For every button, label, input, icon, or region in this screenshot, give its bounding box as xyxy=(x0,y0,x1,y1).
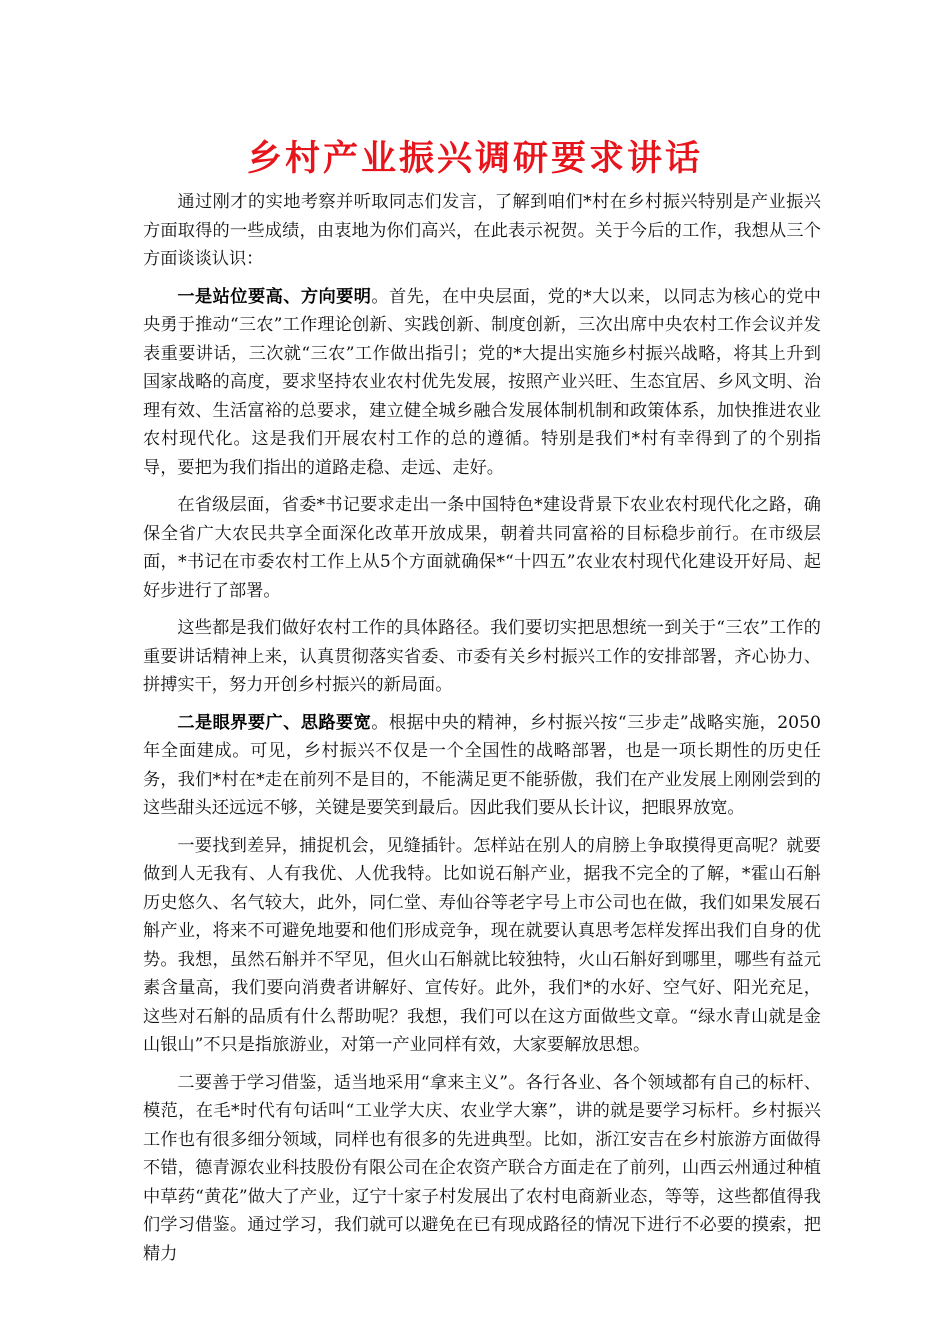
paragraph-text: 。根据中央的精神，乡村振兴按“三步走”战略实施，2050年全面建成。可见，乡村振兴不仅是一个全国性的战略部署，也是一项长期性的历史任务，我们*村在*走在前列不是目的，不能满足更不能骄傲，我们在产业发展上刚刚尝到的这些甜头还远远不够，关键是要笑到最后。因此我们要从长计议，把眼界放宽。 xyxy=(143,712,821,818)
paragraph-specific-path xyxy=(143,614,821,700)
paragraph-point-two xyxy=(143,709,821,823)
paragraph-text: 二要善于学习借鉴，适当地采用“拿来主义”。各行各业、各个领域都有自己的标杆、模范，在毛*时代有句话叫“工业学大庆、农业学大寨”，讲的就是要学习标杆。乡村振兴工作也有很多细分领域，同样也有很多的先进典型。比如，浙江安吉在乡村旅游方面做得不错，德青源农业科技股份有限公司在企农资产联合方面走在了前列，山西云州通过种植中草药“黄花”做大了产业，辽宁十家子村发展出了农村电商新业态，等等，这些都值得我们学习借鉴。通过学习，我们就可以避免在已有现成路径的情况下进行不必要的摸索，把精力 xyxy=(143,1072,821,1264)
paragraph-heading: 二是眼界要广、思路要宽 xyxy=(177,712,372,733)
paragraph-text: 这些都是我们做好农村工作的具体路径。我们要切实把思想统一到关于“三农”工作的重要讲话精神上来，认真贯彻落实省委、市委有关乡村振兴工作的安排部署，齐心协力、拼搏实干，努力开创乡村振兴的新局面。 xyxy=(143,618,821,695)
paragraph-text: 在省级层面，省委*书记要求走出一条中国特色*建设背景下农业农村现代化之路，确保全省广大农民共享全面深化改革开放成果，朝着共同富裕的目标稳步前行。在市级层面，*书记在市委农村工作上从5个方面就确保*“十四五”农业农村现代化建设开好局、起好步进行了部署。 xyxy=(143,495,821,601)
paragraph-learn-from-others xyxy=(143,1069,821,1269)
document-title: 乡村产业振兴调研要求讲话 xyxy=(246,138,703,179)
paragraph-text: 一要找到差异，捕捉机会，见缝插针。怎样站在别人的肩膀上争取摸得更高呢？就要做到人无我有、人有我优、人优我特。比如说石斛产业，据我不完全的了解，*霍山石斛历史悠久、名气较大，此外，同仁堂、寿仙谷等老字号上市公司也在做，我们如果发展石斛产业，将来不可避免地要和他们形成竞争，现在就要认真思考怎样发挥出我们自身的优势。我想，虽然石斛并不罕见，但火山石斛就比较独特，火山石斛好到哪里，哪些有益元素含量高，我们要向消费者讲解好、宣传好。此外，我们*的水好、空气好、阳光充足，这些对石斛的品质有什么帮助呢？我想，我们可以在这方面做些文章。“绿水青山就是金山银山”不只是指旅游业，对第一产业同样有效，大家要解放思想。 xyxy=(143,835,821,1055)
paragraph-heading: 一是站位要高、方向要明 xyxy=(177,286,372,307)
document-body xyxy=(143,188,821,1268)
paragraph-find-differences xyxy=(143,832,821,1060)
paragraph-intro xyxy=(143,188,821,274)
paragraph-text: 通过刚才的实地考察并听取同志们发言，了解到咱们*村在乡村振兴特别是产业振兴方面取得的一些成绩，由衷地为你们高兴，在此表示祝贺。关于今后的工作，我想从三个方面谈谈认识： xyxy=(143,192,821,269)
paragraph-provincial-level xyxy=(143,491,821,605)
paragraph-text: 。首先，在中央层面，党的*大以来，以同志为核心的党中央勇于推动“三农”工作理论创新、实践创新、制度创新，三次出席中央农村工作会议并发表重要讲话，三次就“三农”工作做出指引；党的*大提出实施乡村振兴战略，将其上升到国家战略的高度，要求坚持农业农村优先发展，按照产业兴旺、生态宜居、乡风文明、治理有效、生活富裕的总要求，建立健全城乡融合发展体制机制和政策体系，加快推进农业农村现代化。这是我们开展农村工作的总的遵循。特别是我们*村有幸得到了的个别指导，要把为我们指出的道路走稳、走远、走好。 xyxy=(143,286,821,478)
paragraph-point-one xyxy=(143,283,821,483)
